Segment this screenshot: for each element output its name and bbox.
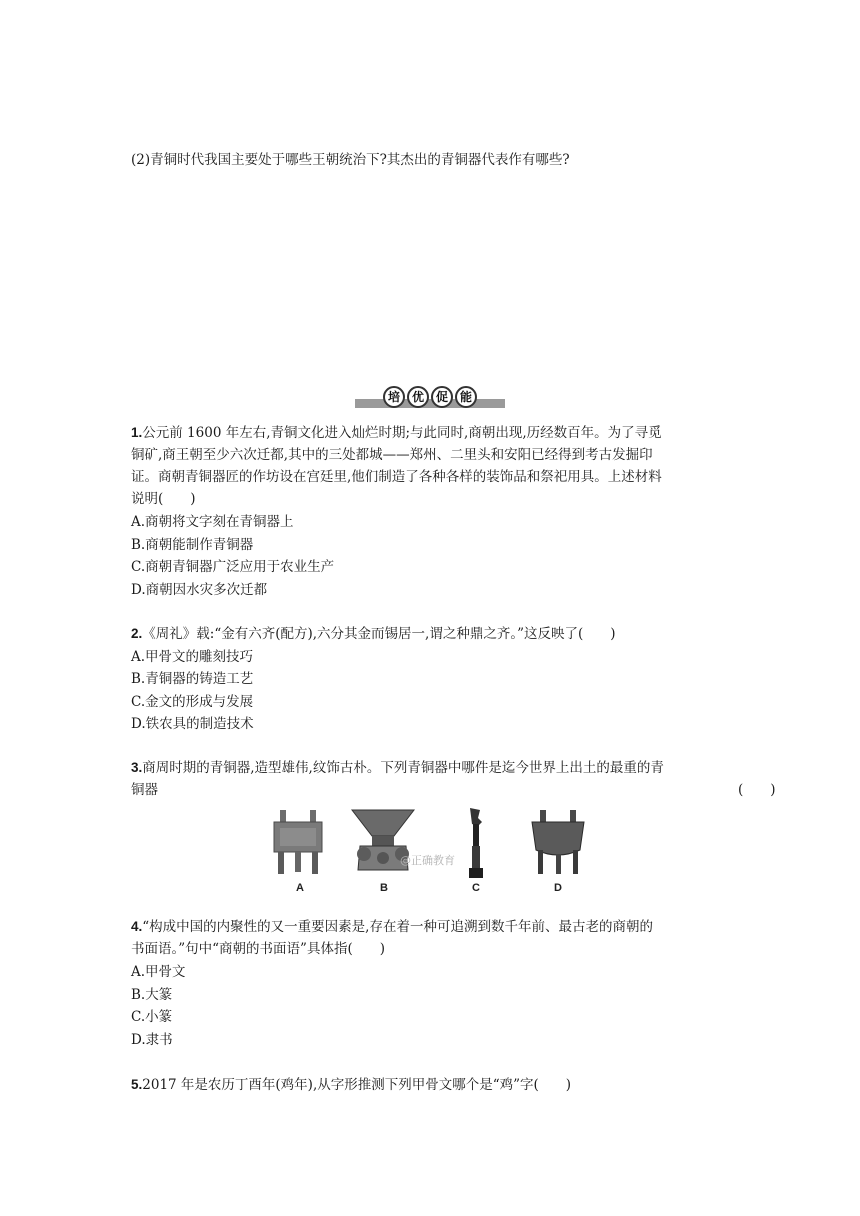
banner-char-1: 培 <box>383 386 405 408</box>
banner-char-4: 能 <box>455 386 477 408</box>
question-text-line: 公元前 1600 年左右,青铜文化进入灿烂时期;与此同时,商朝出现,历经数百年。为了寻觅 <box>142 425 662 441</box>
question-text-line: 说明( ) <box>131 491 196 507</box>
option-c[interactable]: C.商朝青铜器广泛应用于农业生产 <box>131 559 335 575</box>
figure-label-d: D <box>554 882 562 894</box>
option-c[interactable]: C.小篆 <box>131 1009 173 1025</box>
option-b[interactable]: B.大篆 <box>131 987 173 1003</box>
question-number: 1. <box>131 425 143 440</box>
option-a[interactable]: A.甲骨文 <box>131 964 186 980</box>
question-number: 3. <box>131 760 143 775</box>
figure-label-c: C <box>472 882 480 894</box>
question-text-line: 《周礼》载:“金有六齐(配方),六分其金而锡居一,谓之种鼎之齐。”这反映了( ) <box>142 626 616 642</box>
question-number: 5. <box>131 1077 143 1092</box>
banner-char-3: 促 <box>431 386 453 408</box>
round-ding-image[interactable] <box>528 810 588 876</box>
option-d[interactable]: D.商朝因水灾多次迁都 <box>131 582 268 598</box>
option-d[interactable]: D.铁农具的制造技术 <box>131 716 254 732</box>
question-text-line: 证。商朝青铜器匠的作坊设在宫廷里,他们制造了各种各样的装饰品和祭祀用具。上述材料 <box>131 469 662 485</box>
option-a[interactable]: A.甲骨文的雕刻技巧 <box>131 649 254 665</box>
option-c[interactable]: C.金文的形成与发展 <box>131 694 254 710</box>
option-d[interactable]: D.隶书 <box>131 1032 173 1048</box>
option-b[interactable]: B.商朝能制作青铜器 <box>131 537 254 553</box>
question-text-line: 2017 年是农历丁酉年(鸡年),从字形推测下列甲骨文哪个是“鸡”字( ) <box>142 1077 572 1093</box>
bronze-standing-figure-image[interactable] <box>464 806 488 880</box>
figure-label-a: A <box>296 882 304 894</box>
question-number: 4. <box>131 919 143 934</box>
banner-char-2: 优 <box>407 386 429 408</box>
bronze-vessels-figure <box>266 806 602 896</box>
question-subpart-2: (2)青铜时代我国主要处于哪些王朝统治下?其杰出的青铜器代表作有哪些? <box>131 152 570 168</box>
answer-bracket: ( ) <box>738 782 776 798</box>
question-number: 2. <box>131 626 143 641</box>
option-a[interactable]: A.商朝将文字刻在青铜器上 <box>131 514 294 530</box>
question-text-line: 铜矿,商王朝至少六次迁都,其中的三处都城——郑州、二里头和安阳已经得到考古发掘印 <box>131 447 653 463</box>
question-text-line: “构成中国的内聚性的又一重要因素是,存在着一种可追溯到数千年前、最古老的商朝的 <box>142 919 653 935</box>
watermark-text: @正确教育 <box>400 854 455 867</box>
question-text-line: 商周时期的青铜器,造型雄伟,纹饰古朴。下列青铜器中哪件是迄今世界上出土的最重的青 <box>142 760 664 776</box>
square-ding-image[interactable] <box>270 810 326 876</box>
question-text-line: 铜器 <box>131 782 158 798</box>
section-banner <box>355 384 505 410</box>
option-b[interactable]: B.青铜器的铸造工艺 <box>131 671 254 687</box>
question-text-line: 书面语。”句中“商朝的书面语”具体指( ) <box>131 941 385 957</box>
banner-bar <box>355 399 505 408</box>
figure-label-b: B <box>380 882 388 894</box>
